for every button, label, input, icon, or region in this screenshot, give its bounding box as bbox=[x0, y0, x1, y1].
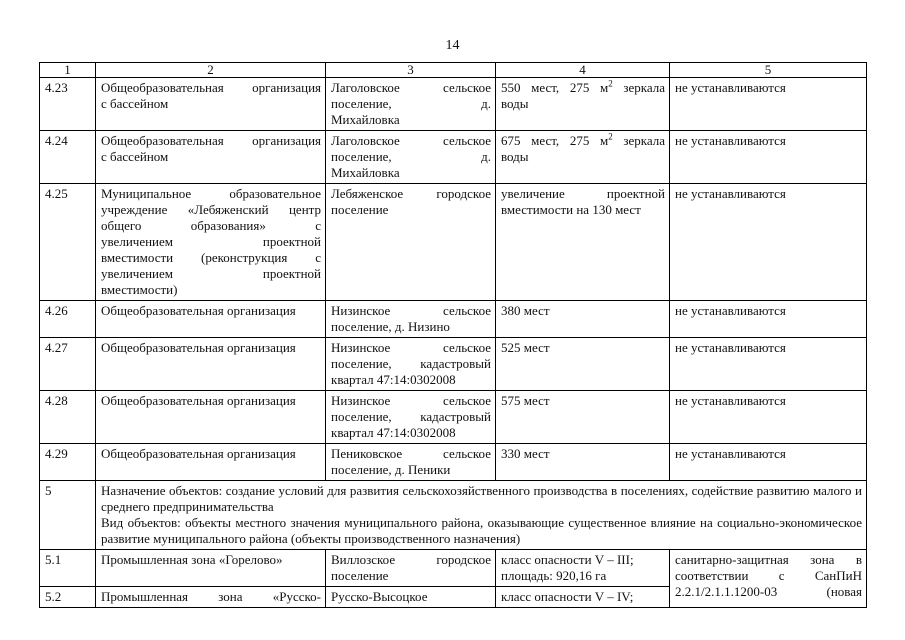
capacity-text: зеркала воды bbox=[501, 133, 665, 164]
table-row bbox=[40, 301, 867, 338]
object-capacity bbox=[496, 391, 670, 444]
object-name bbox=[96, 444, 326, 481]
section-kind: Вид объектов: объекты местного значения муниципального района, оказывающие существенное влияние на социально-экономическое развитие муниципального района (объекты производственного назначения) bbox=[101, 515, 862, 546]
text-line: с бассейном bbox=[101, 96, 169, 111]
protection-zones: не устанавливаются bbox=[670, 338, 867, 391]
capacity-text: зеркала воды bbox=[501, 80, 665, 111]
text-line: санитарно-защитная зона в bbox=[675, 552, 862, 567]
row-number: 5.2 bbox=[40, 587, 96, 608]
table-row bbox=[40, 338, 867, 391]
text-line: класс опасности V – III; bbox=[501, 552, 634, 567]
text-line: с бассейном bbox=[101, 149, 169, 164]
capacity-superscript: 2 bbox=[608, 78, 613, 89]
text-line: Низинское сельское bbox=[331, 393, 491, 408]
text-line: 330 мест bbox=[501, 446, 550, 461]
row-number: 4.28 bbox=[40, 391, 96, 444]
text-line: поселение, д. bbox=[331, 149, 491, 164]
text-line: Низинское сельское bbox=[331, 303, 491, 318]
text-line: поселение, кадастровый bbox=[331, 356, 491, 371]
object-name bbox=[96, 78, 326, 131]
object-location bbox=[326, 444, 496, 481]
text-line: Общеобразовательная организация bbox=[101, 340, 296, 355]
page-number: 14 bbox=[445, 38, 460, 53]
text-line: поселение, кадастровый bbox=[331, 409, 491, 424]
object-parameters bbox=[496, 550, 670, 587]
table-header-row bbox=[40, 63, 867, 78]
capacity-superscript: 2 bbox=[608, 131, 613, 142]
header-cell: 1 bbox=[40, 63, 96, 78]
text-line: квартал 47:14:0302008 bbox=[331, 372, 456, 387]
header-cell: 5 bbox=[670, 63, 867, 78]
header-cell: 3 bbox=[326, 63, 496, 78]
text-line: поселение, д. bbox=[331, 96, 491, 111]
object-parameters: класс опасности V – IV; bbox=[496, 587, 670, 608]
text-line: Лаголовское сельское bbox=[331, 80, 491, 95]
text-line: Общеобразовательная организация bbox=[101, 303, 296, 318]
text-line: 575 мест bbox=[501, 393, 550, 408]
object-location bbox=[326, 391, 496, 444]
object-location bbox=[326, 338, 496, 391]
text-line: Общеобразовательная организация bbox=[101, 80, 321, 95]
row-number: 4.26 bbox=[40, 301, 96, 338]
text-line: Общеобразовательная организация bbox=[101, 133, 321, 148]
object-location bbox=[326, 184, 496, 301]
text-line: поселение bbox=[331, 568, 389, 583]
row-number: 4.23 bbox=[40, 78, 96, 131]
text-line: Общеобразовательная организация bbox=[101, 393, 296, 408]
text-line: вместимости) bbox=[101, 282, 178, 297]
table-row bbox=[40, 391, 867, 444]
text-line: Пениковское сельское bbox=[331, 446, 491, 461]
object-capacity bbox=[496, 184, 670, 301]
object-name bbox=[96, 131, 326, 184]
table-row bbox=[40, 78, 867, 131]
header-cell: 2 bbox=[96, 63, 326, 78]
object-name bbox=[96, 184, 326, 301]
text-line: 525 мест bbox=[501, 340, 550, 355]
text-line: 2.2.1/2.1.1.1200-03 (новая bbox=[675, 584, 862, 599]
row-number: 5.1 bbox=[40, 550, 96, 587]
objects-table bbox=[39, 62, 867, 608]
text-line: увеличением проектной bbox=[101, 234, 321, 249]
text-line: поселение bbox=[331, 202, 389, 217]
object-location bbox=[326, 301, 496, 338]
text-line: Промышленная зона «Русско- bbox=[101, 589, 321, 604]
object-location bbox=[326, 131, 496, 184]
text-line: вместимости (реконструкция с bbox=[101, 250, 321, 265]
table-row bbox=[40, 444, 867, 481]
object-location bbox=[326, 78, 496, 131]
protection-zones: не устанавливаются bbox=[670, 184, 867, 301]
table-row bbox=[40, 131, 867, 184]
text-line: увеличение проектной bbox=[501, 186, 665, 201]
object-name: Промышленная зона «Горелово» bbox=[96, 550, 326, 587]
object-name bbox=[96, 587, 326, 608]
protection-zones: не устанавливаются bbox=[670, 301, 867, 338]
text-line: Виллозское городское bbox=[331, 552, 491, 567]
object-name bbox=[96, 338, 326, 391]
object-capacity bbox=[496, 444, 670, 481]
header-cell: 4 bbox=[496, 63, 670, 78]
object-location bbox=[326, 550, 496, 587]
row-number: 4.25 bbox=[40, 184, 96, 301]
row-number: 5 bbox=[40, 481, 96, 550]
text-line: Муниципальное образовательное bbox=[101, 186, 321, 201]
text-line: соответствии с СанПиН bbox=[675, 568, 862, 583]
text-line: поселение, д. Пеники bbox=[331, 462, 451, 477]
text-line: площадь: 920,16 га bbox=[501, 568, 607, 583]
text-line: 380 мест bbox=[501, 303, 550, 318]
object-capacity bbox=[496, 131, 670, 184]
text-line: общего образования» с bbox=[101, 218, 321, 233]
capacity-text: 550 мест, 275 м bbox=[501, 80, 609, 95]
row-number: 4.27 bbox=[40, 338, 96, 391]
protection-zones: не устанавливаются bbox=[670, 444, 867, 481]
table-row-5-1 bbox=[40, 550, 867, 587]
object-name bbox=[96, 391, 326, 444]
text-line: поселение, д. Низино bbox=[331, 319, 450, 334]
text-line: Общеобразовательная организация bbox=[101, 446, 296, 461]
text-line: Михайловка bbox=[331, 165, 400, 180]
table-body bbox=[40, 78, 867, 481]
section-purpose: Назначение объектов: создание условий для развития сельскохозяйственного производства в поселениях, содействие развитию малого и среднего предпринимательства bbox=[101, 483, 862, 514]
text-line: увеличением проектной bbox=[101, 266, 321, 281]
text-line: учреждение «Лебяженский центр bbox=[101, 202, 321, 217]
protection-zones: не устанавливаются bbox=[670, 131, 867, 184]
text-line: Михайловка bbox=[331, 112, 400, 127]
section-description bbox=[96, 481, 867, 550]
protection-zones: не устанавливаются bbox=[670, 391, 867, 444]
object-capacity bbox=[496, 301, 670, 338]
row-number: 4.24 bbox=[40, 131, 96, 184]
row-number: 4.29 bbox=[40, 444, 96, 481]
object-name bbox=[96, 301, 326, 338]
object-capacity bbox=[496, 78, 670, 131]
object-location: Русско-Высоцкое bbox=[326, 587, 496, 608]
text-line: Лаголовское сельское bbox=[331, 133, 491, 148]
text-line: квартал 47:14:0302008 bbox=[331, 425, 456, 440]
protection-zones bbox=[670, 550, 867, 608]
protection-zones: не устанавливаются bbox=[670, 78, 867, 131]
object-capacity bbox=[496, 338, 670, 391]
capacity-text: 675 мест, 275 м bbox=[501, 133, 609, 148]
text-line: Низинское сельское bbox=[331, 340, 491, 355]
text-line: Лебяженское городское bbox=[331, 186, 491, 201]
table-row-section-5 bbox=[40, 481, 867, 550]
table-row bbox=[40, 184, 867, 301]
text-line: вместимости на 130 мест bbox=[501, 202, 641, 217]
